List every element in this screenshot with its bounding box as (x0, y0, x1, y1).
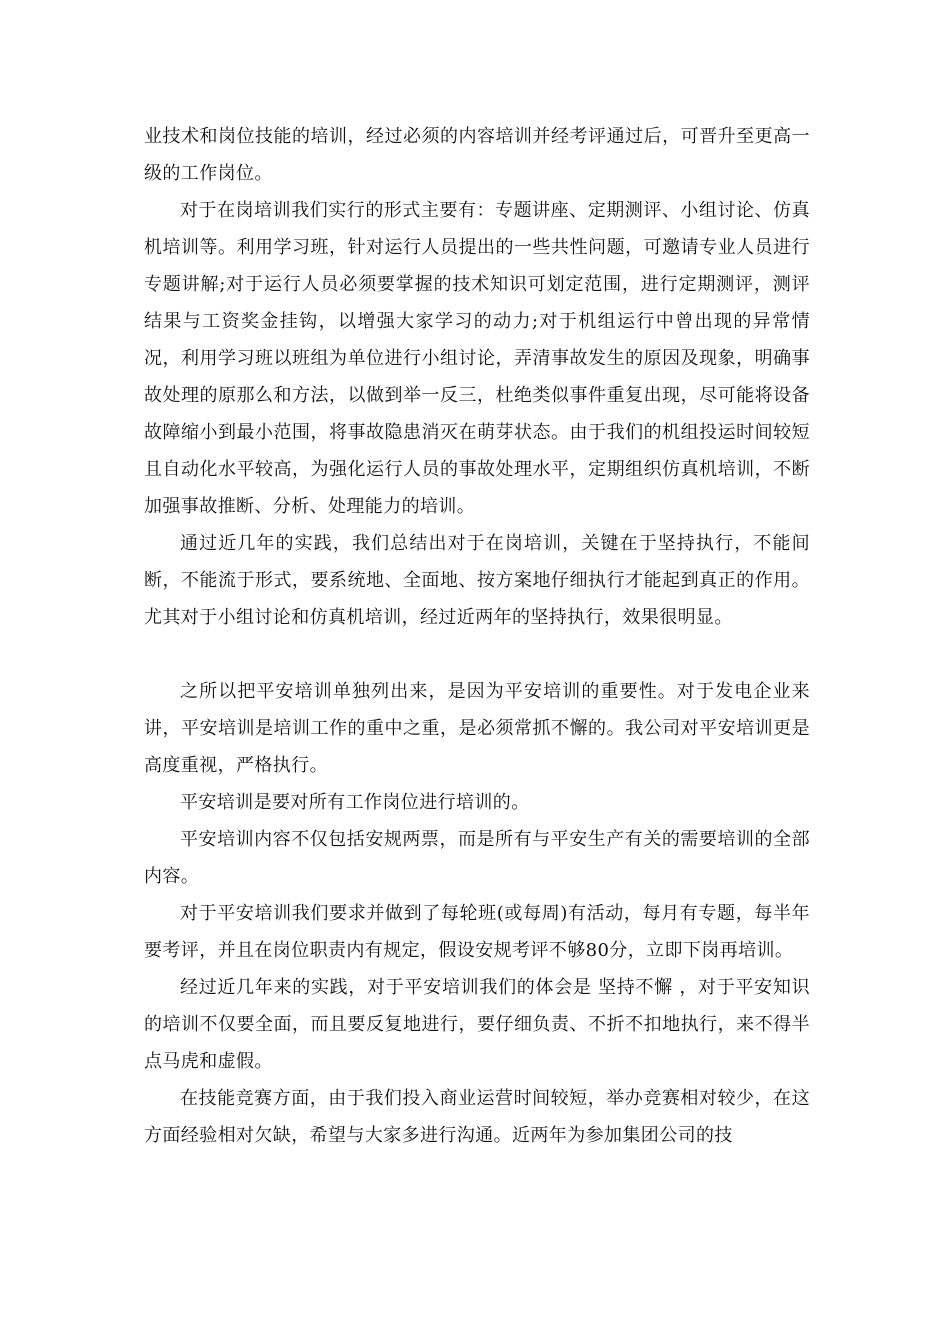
paragraph: 通过近几年的实践，我们总结出对于在岗培训，关键在于坚持执行，不能间断，不能流于形式，要系统地、全面地、按方案地仔细执行才能起到真正的作用。尤其对于小组讨论和仿真机培训，经过近两年的坚持执行，效果很明显。 (144, 533, 810, 628)
paragraph-spacer (144, 636, 810, 673)
paragraph: 业技术和岗位技能的培训，经过必须的内容培训并经考评通过后，可晋升至更高一级的工作岗位。 (144, 126, 810, 184)
paragraph: 经过近几年来的实践，对于平安培训我们的体会是 坚持不懈 ，对于平安知识的培训不仅要全面，而且要反复地进行，要仔细负责、不折不扣地执行，来不得半点马虎和虚假。 (144, 977, 810, 1072)
paragraph: 之所以把平安培训单独列出来，是因为平安培训的重要性。对于发电企业来讲，平安培训是培训工作的重中之重，是必须常抓不懈的。我公司对平安培训更是高度重视，严格执行。 (144, 681, 810, 776)
paragraph: 平安培训是要对所有工作岗位进行培训的。 (180, 792, 530, 813)
paragraph: 对于平安培训我们要求并做到了每轮班(或每周)有活动，每月有专题，每半年要考评，并且在岗位职责内有规定，假设安规考评不够80分，立即下岗再培训。 (144, 903, 810, 961)
paragraph: 在技能竞赛方面，由于我们投入商业运营时间较短，举办竞赛相对较少，在这方面经验相对欠缺，希望与大家多进行沟通。近两年为参加集团公司的技 (144, 1088, 810, 1146)
paragraph: 平安培训内容不仅包括安规两票，而是所有与平安生产有关的需要培训的全部内容。 (144, 829, 810, 887)
document-body (144, 118, 810, 1154)
paragraph: 对于在岗培训我们实行的形式主要有：专题讲座、定期测评、小组讨论、仿真机培训等。利用学习班，针对运行人员提出的一些共性问题，可邀请专业人员进行专题讲解;对于运行人员必须要掌握的技术知识可划定范围，进行定期测评，测评结果与工资奖金挂钩，以增强大家学习的动力;对于机组运行中曾出现的异常情况，利用学习班以班组为单位进行小组讨论，弄清事故发生的原因及现象，明确事故处理的原那么和方法，以做到举一反三，杜绝类似事件重复出现，尽可能将设备故障缩小到最小范围，将事故隐患消灭在萌芽状态。由于我们的机组投运时间较短且自动化水平较高，为强化运行人员的事故处理水平，定期组织仿真机培训，不断加强事故推断、分析、处理能力的培训。 (144, 200, 810, 517)
